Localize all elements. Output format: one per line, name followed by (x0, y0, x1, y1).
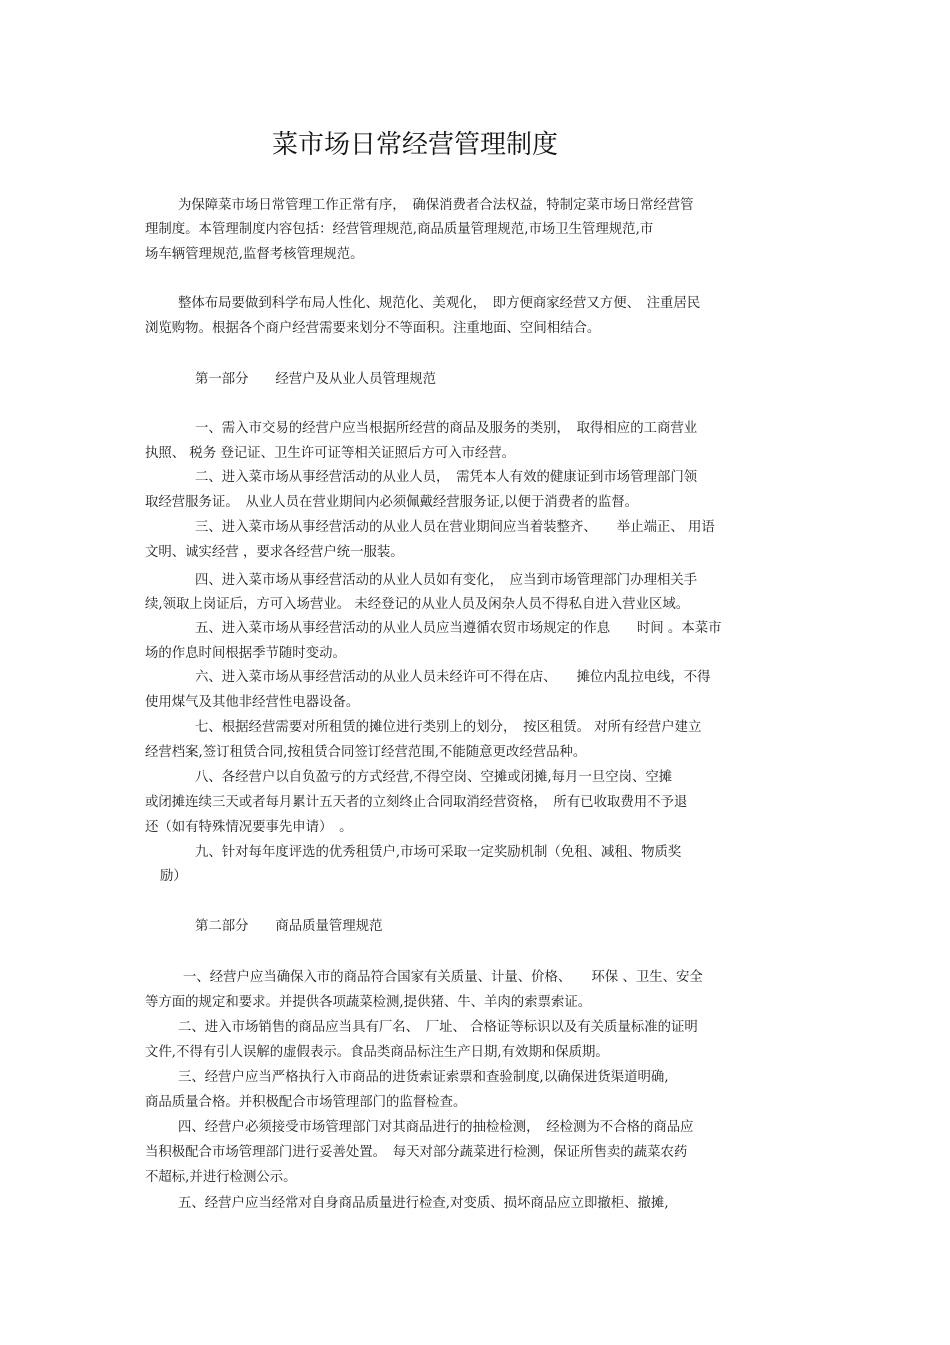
part2-line: 三、经营户应当严格执行入市商品的进货索证索票和查验制度,以确保进货渠道明确, (178, 1070, 669, 1085)
intro-p2-line-1: 整体布局要做到科学布局人性化、规范化、美观化， 即方便商家经营又方便、 注重居民 (178, 296, 701, 311)
part2-heading: 第二部分 商品质量管理规范 (195, 919, 383, 934)
intro-p1-line-1: 为保障菜市场日常管理工作正常有序， 确保消费者合法权益，特制定菜市场日常经营管 (178, 198, 694, 213)
part2-line: 文件,不得有引人误解的虚假表示。食品类商品标注生产日期,有效期和保质期。 (145, 1045, 609, 1060)
part1-line: 五、进入菜市场从事经营活动的从业人员应当遵循农贸市场规定的作息 时间 。本菜市 (195, 621, 722, 636)
part1-line: 二、进入菜市场从事经营活动的从业人员， 需凭本人有效的健康证到市场管理部门领 (195, 470, 698, 485)
part2-line: 不超标,并进行检测公示。 (145, 1170, 297, 1185)
part1-line: 六、进入菜市场从事经营活动的从业人员未经许可不得在店、 摊位内乱拉电线，不得 (195, 670, 711, 685)
intro-p2-line-2: 浏览购物。根据各个商户经营需要来划分不等面积。注重地面、空间相结合。 (145, 321, 601, 336)
part1-line: 或闭摊连续三天或者每月累计五天者的立刻终止合同取消经营资格， 所有已收取费用不予退 (145, 795, 688, 810)
part1-line: 经营档案,签订租赁合同,按租赁合同签订经营范围,不能随意更改经营品种。 (145, 745, 587, 760)
part1-heading: 第一部分 经营户及从业人员管理规范 (195, 372, 437, 387)
part1-line: 八、各经营户以自负盈亏的方式经营,不得空岗、空摊或闭摊,每月一旦空岗、空摊 (195, 770, 673, 785)
part1-line: 执照、 税务 登记证、卫生许可证等相关证照后方可入市经营。 (145, 446, 516, 461)
part1-line: 七、根据经营需要对所租赁的摊位进行类别上的划分， 按区租赁。 对所有经营户建立 (195, 720, 702, 735)
part1-line: 取经营服务证。 从业人员在营业期间内必须佩戴经营服务证,以便于消费者的监督。 (145, 495, 639, 510)
part1-line: 九、针对每年度评选的优秀租赁户,市场可采取一定奖励机制（免租、减租、物质奖 (195, 845, 682, 860)
intro-p1-line-3: 场车辆管理规范,监督考核管理规范。 (145, 247, 364, 262)
intro-p1-line-2: 理制度。本管理制度内容包括：经营管理规范,商品质量管理规范,市场卫生管理规范,市 (145, 222, 654, 237)
part2-line: 当积极配合市场管理部门进行妥善处置。 每天对部分蔬菜进行检测，保证所售卖的蔬菜农药 (145, 1145, 688, 1160)
part1-line: 文明、诚实经营 ，要求各经营户统一服装。 (145, 545, 404, 560)
part1-line: 励） (160, 869, 187, 884)
part2-line: 商品质量合格。并积极配合市场管理部门的监督检查。 (145, 1095, 467, 1110)
part2-line: 四、经营户必须接受市场管理部门对其商品进行的抽检检测， 经检测为不合格的商品应 (178, 1120, 694, 1135)
part2-line: 二、进入市场销售的商品应当具有厂名、 厂址、 合格证等标识以及有关质量标准的证明 (178, 1020, 698, 1035)
part2-line: 五、经营户应当经常对自身商品质量进行检查,对变质、损坏商品应立即撤柜、撤摊, (178, 1196, 669, 1211)
part1-line: 场的作息时间根据季节随时变动。 (145, 646, 346, 661)
part1-line: 续,领取上岗证后，方可入场营业。 未经登记的从业人员及闲杂人员不得私自进入营业区域。 (145, 597, 690, 612)
part2-line: 等方面的规定和要求。并提供各项蔬菜检测,提供猪、牛、羊肉的索票索证。 (145, 995, 592, 1010)
part1-line: 三、进入菜市场从事经营活动的从业人员在营业期间应当着装整齐、 举止端正、 用语 (195, 520, 715, 535)
part1-line: 还（如有特殊情况要事先申请） 。 (145, 820, 353, 835)
document-title: 菜市场日常经营管理制度 (272, 130, 559, 160)
part1-line: 四、进入菜市场从事经营活动的从业人员如有变化， 应当到市场管理部门办理相关手 (195, 573, 698, 588)
part2-line: 一、经营户应当确保入市的商品符合国家有关质量、计量、价格、 环保 、卫生、安全 (183, 970, 703, 985)
part1-line: 使用煤气及其他非经营性电器设备。 (145, 695, 360, 710)
part1-line: 一、需入市交易的经营户应当根据所经营的商品及服务的类别， 取得相应的工商营业 (195, 421, 698, 436)
